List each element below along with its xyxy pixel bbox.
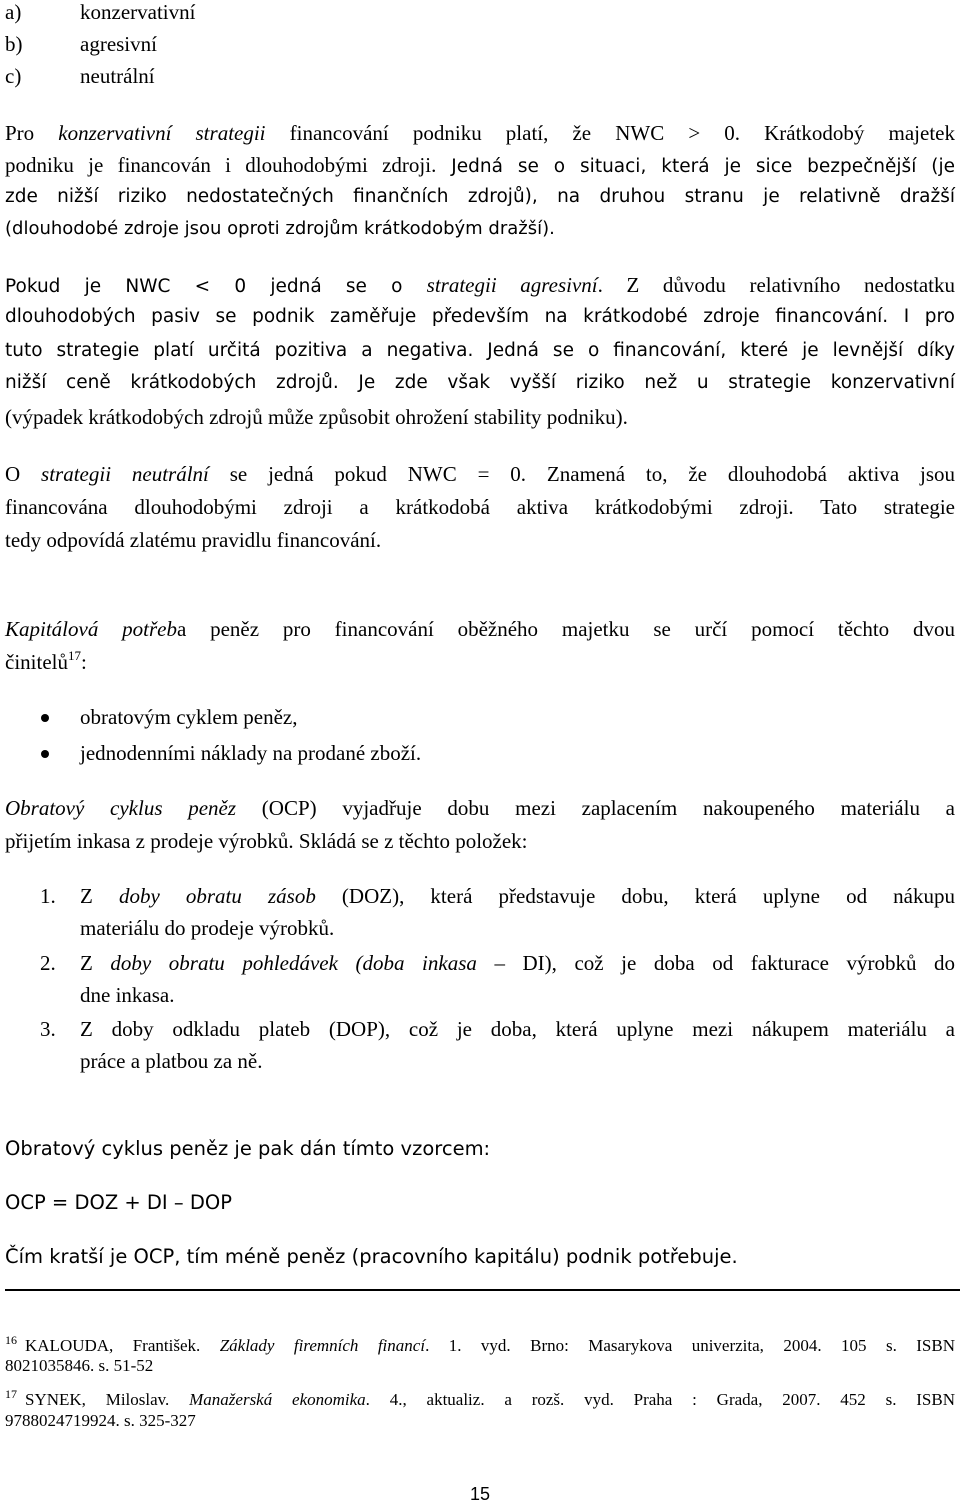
list-item-line: Z doby obratu pohledávek (doba inkasa – DI), což je doba od fakturace výrobků do xyxy=(80,951,955,975)
option-label: b) xyxy=(5,32,23,56)
option-text: agresivní xyxy=(80,32,157,56)
text-line: dlouhodobých pasiv se podnik zaměřuje především na krátkodobé zdroje financování. I pro xyxy=(5,306,955,327)
bullet-dot xyxy=(41,714,49,722)
list-number: 3. xyxy=(40,1017,56,1041)
text-line: (výpadek krátkodobých zdrojů může způsobit ohrožení stability podniku). xyxy=(5,405,628,429)
text-line: (dlouhodobé zdroje jsou oproti zdrojům krátkodobým dražší). xyxy=(5,218,555,239)
formula: OCP = DOZ + DI – DOP xyxy=(5,1191,232,1214)
text-line: přijetím inkasa z prodeje výrobků. Skládá se z těchto položek: xyxy=(5,829,528,853)
option-label: a) xyxy=(5,0,22,24)
page-number: 15 xyxy=(469,1484,491,1504)
formula-intro: Obratový cyklus peněz je pak dán tímto vzorcem: xyxy=(5,1137,491,1160)
text-line: financována dlouhodobými zdroji a krátkodobá aktiva krátkodobými zdroji. Tato strategie xyxy=(5,495,955,519)
list-item-line: dne inkasa. xyxy=(80,983,175,1007)
conclusion: Čím kratší je OCP, tím méně peněz (pracovního kapitálu) podnik potřebuje. xyxy=(5,1245,738,1268)
text-line: tedy odpovídá zlatému pravidlu financování. xyxy=(5,528,382,552)
list-item-line: práce a platbou za ně. xyxy=(80,1049,263,1073)
list-item-line: materiálu do prodeje výrobků. xyxy=(80,916,335,940)
option-text: konzervativní xyxy=(80,0,196,24)
text-line: Obratový cyklus peněz (OCP) vyjadřuje dobu mezi zaplacením nakoupeného materiálu a xyxy=(5,796,955,820)
footnote-separator xyxy=(5,1289,960,1291)
list-number: 2. xyxy=(40,951,56,975)
text-line: podniku je financován i dlouhodobými zdroji. Jedná se o situaci, která je sice bezpečnější (je xyxy=(5,153,955,177)
footnote-ref: 17 xyxy=(67,648,81,663)
list-item-line: Z doby odkladu plateb (DOP), což je doba, která uplyne mezi nákupem materiálu a xyxy=(80,1017,955,1041)
text-line: Pokud je NWC < 0 jedná se o strategii agresivní. Z důvodu relativního nedostatku xyxy=(5,273,955,297)
text-line: O strategii neutrální se jedná pokud NWC = 0. Znamená to, že dlouhodobá aktiva jsou xyxy=(5,462,956,486)
list-item-line: Z doby obratu zásob (DOZ), která představuje dobu, která uplyne od nákupu xyxy=(80,884,956,908)
footnote: $^{17}$ SYNEK, Miloslav. Manažerská ekonomika. 4., aktualiz. a rozš. vyd. Praha : Grada, 2007. 452 s. ISBN xyxy=(5,1387,956,1409)
list-number: 1. xyxy=(40,884,56,908)
option-label: c) xyxy=(5,64,22,88)
bullet-item: jednodenními náklady na prodané zboží. xyxy=(80,741,422,765)
text-line: nižší ceně krátkodobých zdrojů. Je zde však vyšší riziko než u strategie konzervativní xyxy=(5,372,955,393)
text-line: činitelů$^{17}$: xyxy=(5,648,87,674)
bullet-item: obratovým cyklem peněz, xyxy=(80,705,298,729)
footnote-continued: 9788024719924. s. 325-327 xyxy=(5,1411,196,1430)
text-line: tuto strategie platí určitá pozitiva a negativa. Jedná se o financování, které je levnější díky xyxy=(5,340,955,361)
text-line: Kapitálová potřeba peněz pro financování oběžného majetku se určí pomocí těchto dvou xyxy=(5,617,955,641)
footnote: $^{16}$ KALOUDA, František. Základy firemních financí. 1. vyd. Brno: Masarykova univerzita, 2004. 105 s. ISBN xyxy=(5,1333,955,1355)
option-text: neutrální xyxy=(80,64,155,88)
footnote-continued: 8021035846. s. 51-52 xyxy=(5,1356,154,1375)
text-line: zde nižší riziko nedostatečných finančních zdrojů), na druhou stranu je relativně dražší xyxy=(5,186,955,207)
bullet-dot xyxy=(41,750,49,758)
text-line: Pro konzervativní strategii financování podniku platí, že NWC > 0. Krátkodobý majetek xyxy=(5,121,955,145)
